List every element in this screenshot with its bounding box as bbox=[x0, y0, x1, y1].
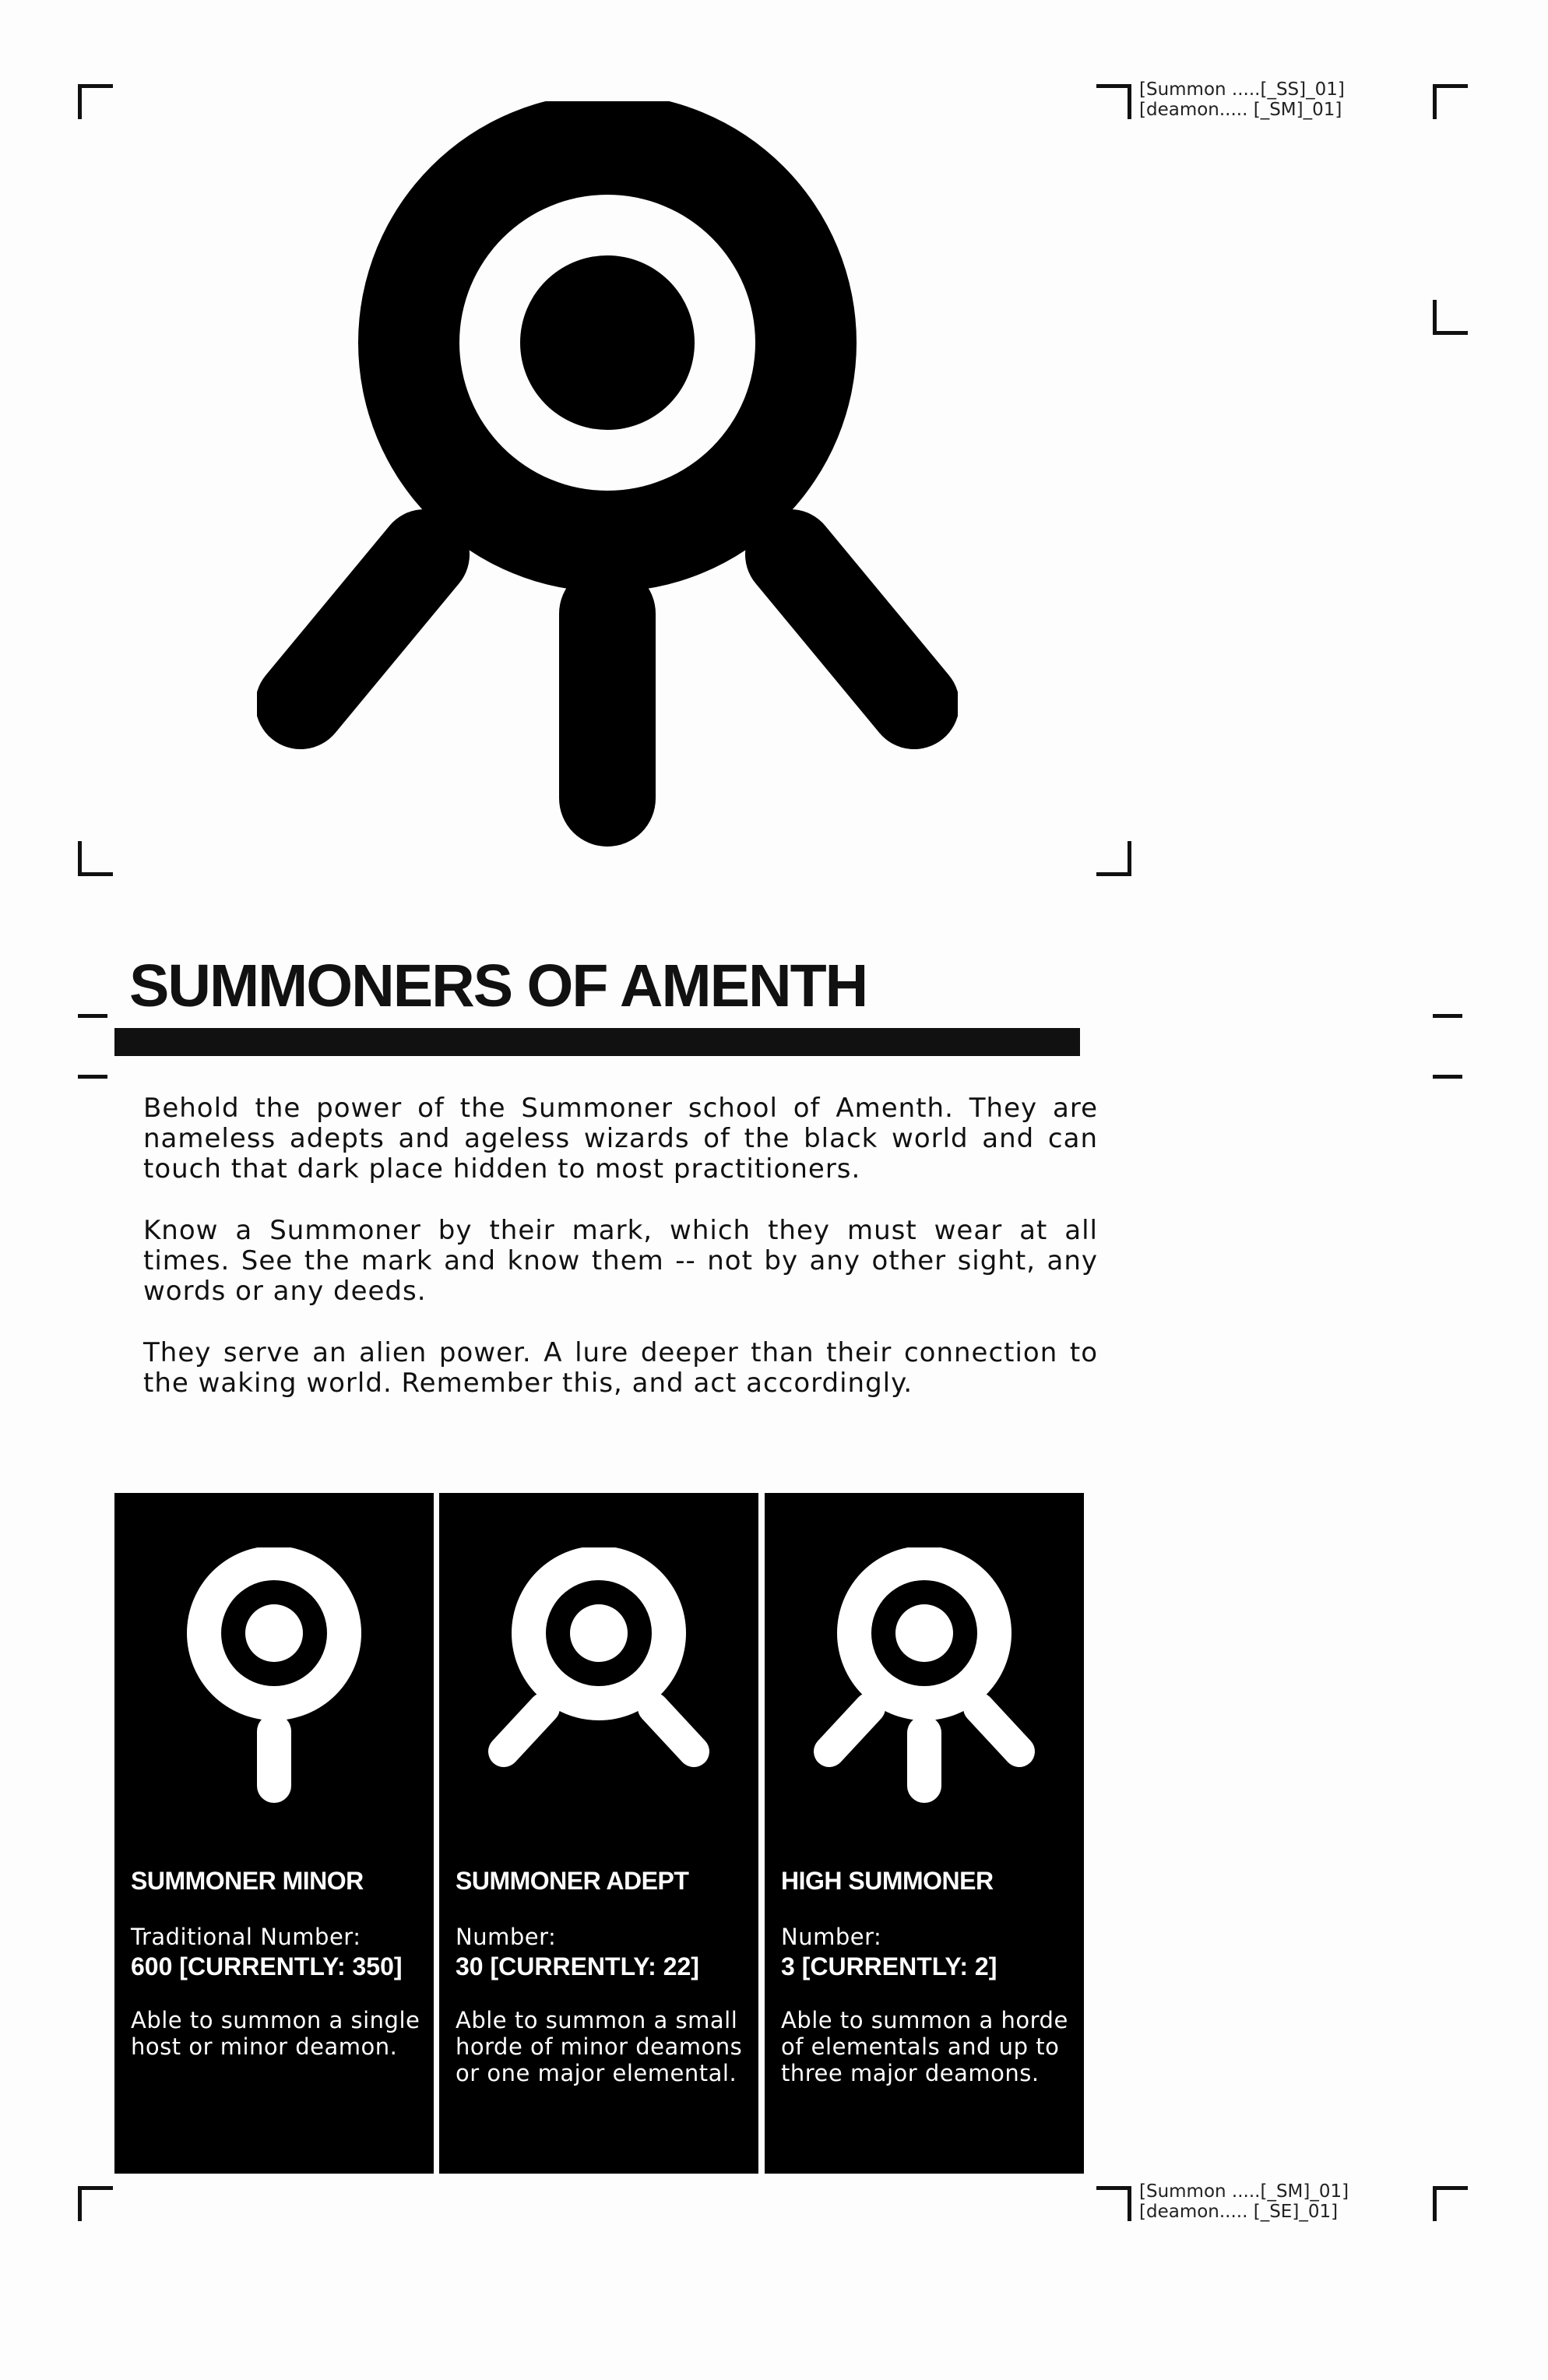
rank-description: Able to summon a small horde of minor deamons or one major elemental. bbox=[456, 2007, 743, 2086]
summoner-minor-mark-icon bbox=[157, 1547, 391, 1804]
crop-mark-emblem-bottom-right bbox=[1096, 841, 1131, 876]
rank-number-label: Number: bbox=[456, 1924, 557, 1950]
summoner-mark-icon bbox=[257, 101, 958, 849]
crop-mark-right-upper bbox=[1433, 300, 1468, 335]
rank-description: Able to summon a horde of elementals and up to three major deamons. bbox=[781, 2007, 1068, 2086]
crop-mark-bottom-right bbox=[1433, 2186, 1468, 2221]
intro-paragraph: They serve an alien power. A lure deeper than their connection to the waking world. Remember this, and act accordingly. bbox=[143, 1337, 1098, 1399]
crop-mark-bottom-mid bbox=[1096, 2186, 1131, 2221]
rank-number-value: 30 [CURRENTLY: 22] bbox=[456, 1952, 699, 1980]
rank-title: SUMMONER MINOR bbox=[131, 1867, 364, 1895]
code-label-line: [Summon .....[_SS]_01] bbox=[1139, 79, 1345, 100]
intro-paragraph: Behold the power of the Summoner school of Amenth. They are nameless adepts and ageless wizards of the black world and can touch that dark place hidden to most practitioners. bbox=[143, 1093, 1098, 1185]
crop-mark-bottom-left bbox=[78, 2186, 113, 2221]
side-dash bbox=[78, 1014, 107, 1018]
high-summoner-mark-icon bbox=[807, 1547, 1041, 1804]
code-label-line: [Summon .....[_SM]_01] bbox=[1139, 2181, 1349, 2202]
rank-card-summoner-minor bbox=[114, 1493, 434, 2174]
side-dash bbox=[1433, 1014, 1462, 1018]
rank-number-label: Traditional Number: bbox=[131, 1924, 361, 1950]
crop-mark-top-mid bbox=[1096, 84, 1131, 119]
rank-number-value: 600 [CURRENTLY: 350] bbox=[131, 1952, 403, 1980]
crop-mark-top-right bbox=[1433, 84, 1468, 119]
code-label-bottom bbox=[1139, 2181, 1349, 2222]
rank-title: HIGH SUMMONER bbox=[781, 1867, 994, 1895]
rank-description: Able to summon a single host or minor deamon. bbox=[131, 2007, 420, 2060]
crop-mark-emblem-bottom-left bbox=[78, 841, 113, 876]
code-label-top bbox=[1139, 79, 1345, 120]
summoner-adept-mark-icon bbox=[482, 1547, 716, 1804]
rank-card-high-summoner bbox=[765, 1493, 1084, 2174]
side-dash bbox=[1433, 1075, 1462, 1079]
intro-paragraph: Know a Summoner by their mark, which they must wear at all times. See the mark and know them -- not by any other sight, any words or any deeds. bbox=[143, 1215, 1098, 1307]
crop-mark-top-left bbox=[78, 84, 113, 119]
rank-card-summoner-adept bbox=[439, 1493, 758, 2174]
side-dash bbox=[78, 1075, 107, 1079]
rank-number-value: 3 [CURRENTLY: 2] bbox=[781, 1952, 997, 1980]
code-label-line: [deamon..... [_SM]_01] bbox=[1139, 100, 1342, 120]
page-title: SUMMONERS OF AMENTH bbox=[129, 952, 867, 1019]
rank-number-label: Number: bbox=[781, 1924, 882, 1950]
title-rule bbox=[114, 1028, 1080, 1056]
intro-text bbox=[143, 1093, 1098, 1430]
code-label-line: [deamon..... [_SE]_01] bbox=[1139, 2202, 1339, 2222]
rank-title: SUMMONER ADEPT bbox=[456, 1867, 689, 1895]
